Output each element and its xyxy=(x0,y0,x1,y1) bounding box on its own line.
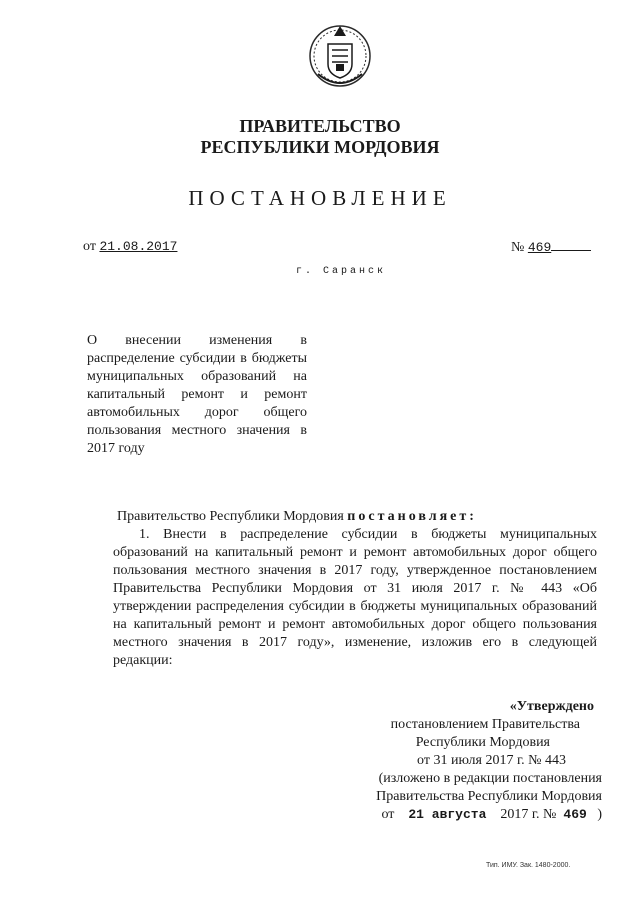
item-1: 1. Внести в распределение субсидии в бюджеты муниципальных образований на капитальный ремонт и ремонт автомобильных дорог общего пользования местного значения в 2017 году, утвержденное постановлением Правительства Республики Мордовия от 31 июля 2017 г. № 443 «Об утверждении распределения субсидии в бюджеты муниципальных образований на капитальный ремонт и ремонт автомобильных дорог общего пользования местного значения в 2017 году», изменение, изложив его в следующей редакции: xyxy=(113,527,597,668)
government-heading xyxy=(0,116,640,158)
preamble xyxy=(113,508,597,526)
document-date: 21.08.2017 xyxy=(99,239,178,254)
document-body xyxy=(113,508,597,670)
government-line-2: РЕСПУБЛИКИ МОРДОВИЯ xyxy=(200,137,440,157)
approval-date: 21 августа xyxy=(408,807,487,822)
approval-line-1: «Утверждено xyxy=(509,699,594,714)
document-number: 469 xyxy=(527,240,552,255)
date-line xyxy=(83,239,177,255)
approval-line-2: постановлением Правительства xyxy=(390,717,580,732)
approval-close-paren: ) xyxy=(597,807,602,822)
city-name: г. Саранск xyxy=(296,266,387,277)
date-prefix: от xyxy=(83,239,96,254)
document-subject: О внесении изменения в распределение субсидии в бюджеты муниципальных образований на капитальный ремонт и ремонт автомобильных дорог общего пользования местного значения в 2017 году xyxy=(87,333,307,456)
approval-line-6: Правительства Республики Мордовия xyxy=(376,789,602,804)
approval-block xyxy=(340,698,602,824)
government-line-1: ПРАВИТЕЛЬСТВО xyxy=(239,116,401,136)
preamble-text: Правительство Республики Мордовия xyxy=(117,509,348,524)
approval-line-3: Республики Мордовия xyxy=(415,735,550,750)
number-line xyxy=(511,239,591,256)
approval-year-number: 2017 г. № xyxy=(500,807,557,822)
print-mark: Тип. ИМУ. Зак. 1480-2000. xyxy=(486,862,571,869)
number-underline xyxy=(551,239,591,251)
number-prefix: № xyxy=(511,240,525,255)
approval-line-4: от 31 июля 2017 г. № 443 xyxy=(417,753,566,768)
preamble-emphasis: постановляет: xyxy=(347,509,477,524)
coat-of-arms-icon xyxy=(300,14,380,94)
approval-number: 469 xyxy=(563,807,587,822)
approval-line-5: (изложено в редакции постановления xyxy=(378,771,602,786)
approval-line-7 xyxy=(340,806,602,824)
document-type-title: ПОСТАНОВЛЕНИЕ xyxy=(188,186,452,210)
approval-date-prefix: от xyxy=(381,807,395,822)
